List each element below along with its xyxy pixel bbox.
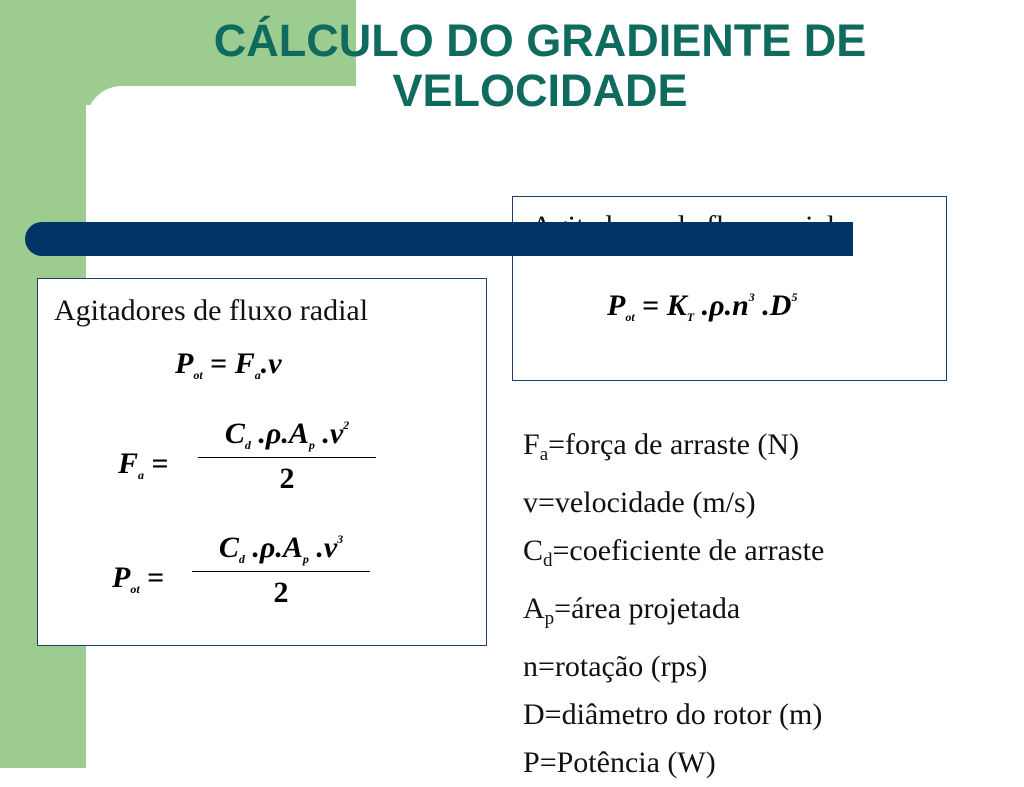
legend-item: P=Potência (W) <box>523 746 716 779</box>
legend-item: $C_d=coeficiente$ de arraste <box>523 534 825 571</box>
legend-item: $F_a=força$ de arraste (N) <box>523 428 800 465</box>
drag-force-fraction <box>198 417 376 496</box>
radial-power-fraction <box>192 531 370 610</box>
legend-item: v=velocidade (m/s) <box>523 486 756 519</box>
legend-item: D=diâmetro do rotor (m) <box>523 698 823 731</box>
drag-force-formula-lhs: $F_a$ = <box>118 447 169 482</box>
axial-power-formula: $P_{ot} = K_T$ $.\rho.n^3$ $.D^5$ <box>607 289 798 324</box>
slide-title-line2: VELOCIDADE <box>392 65 688 116</box>
variable-legend <box>523 421 824 787</box>
decorative-navy-bar <box>25 222 853 256</box>
drag-force-denominator: 2 <box>279 462 295 495</box>
radial-box-heading: Agitadores de fluxo radial <box>54 294 369 327</box>
radial-power-numerator: $C_d$ $.\rho.A_p$ $.v^3$ <box>192 531 370 572</box>
slide-title <box>90 16 990 116</box>
radial-power-formula: $P_{ot} = F_a.v$ <box>175 347 282 382</box>
radial-power-expanded-lhs: $P_{ot}$ = <box>112 561 165 596</box>
radial-power-denominator: 2 <box>273 576 289 609</box>
slide-title-line1: CÁLCULO DO GRADIENTE DE <box>213 15 867 66</box>
drag-force-numerator: $C_d$ $.\rho.A_p$ $.v^2$ <box>198 417 376 458</box>
rounded-corner-panel <box>86 86 426 286</box>
legend-item: n=rotação (rps) <box>523 650 708 683</box>
legend-item: $A_p=área$ projetada <box>523 592 741 629</box>
radial-agitator-box <box>37 278 487 646</box>
